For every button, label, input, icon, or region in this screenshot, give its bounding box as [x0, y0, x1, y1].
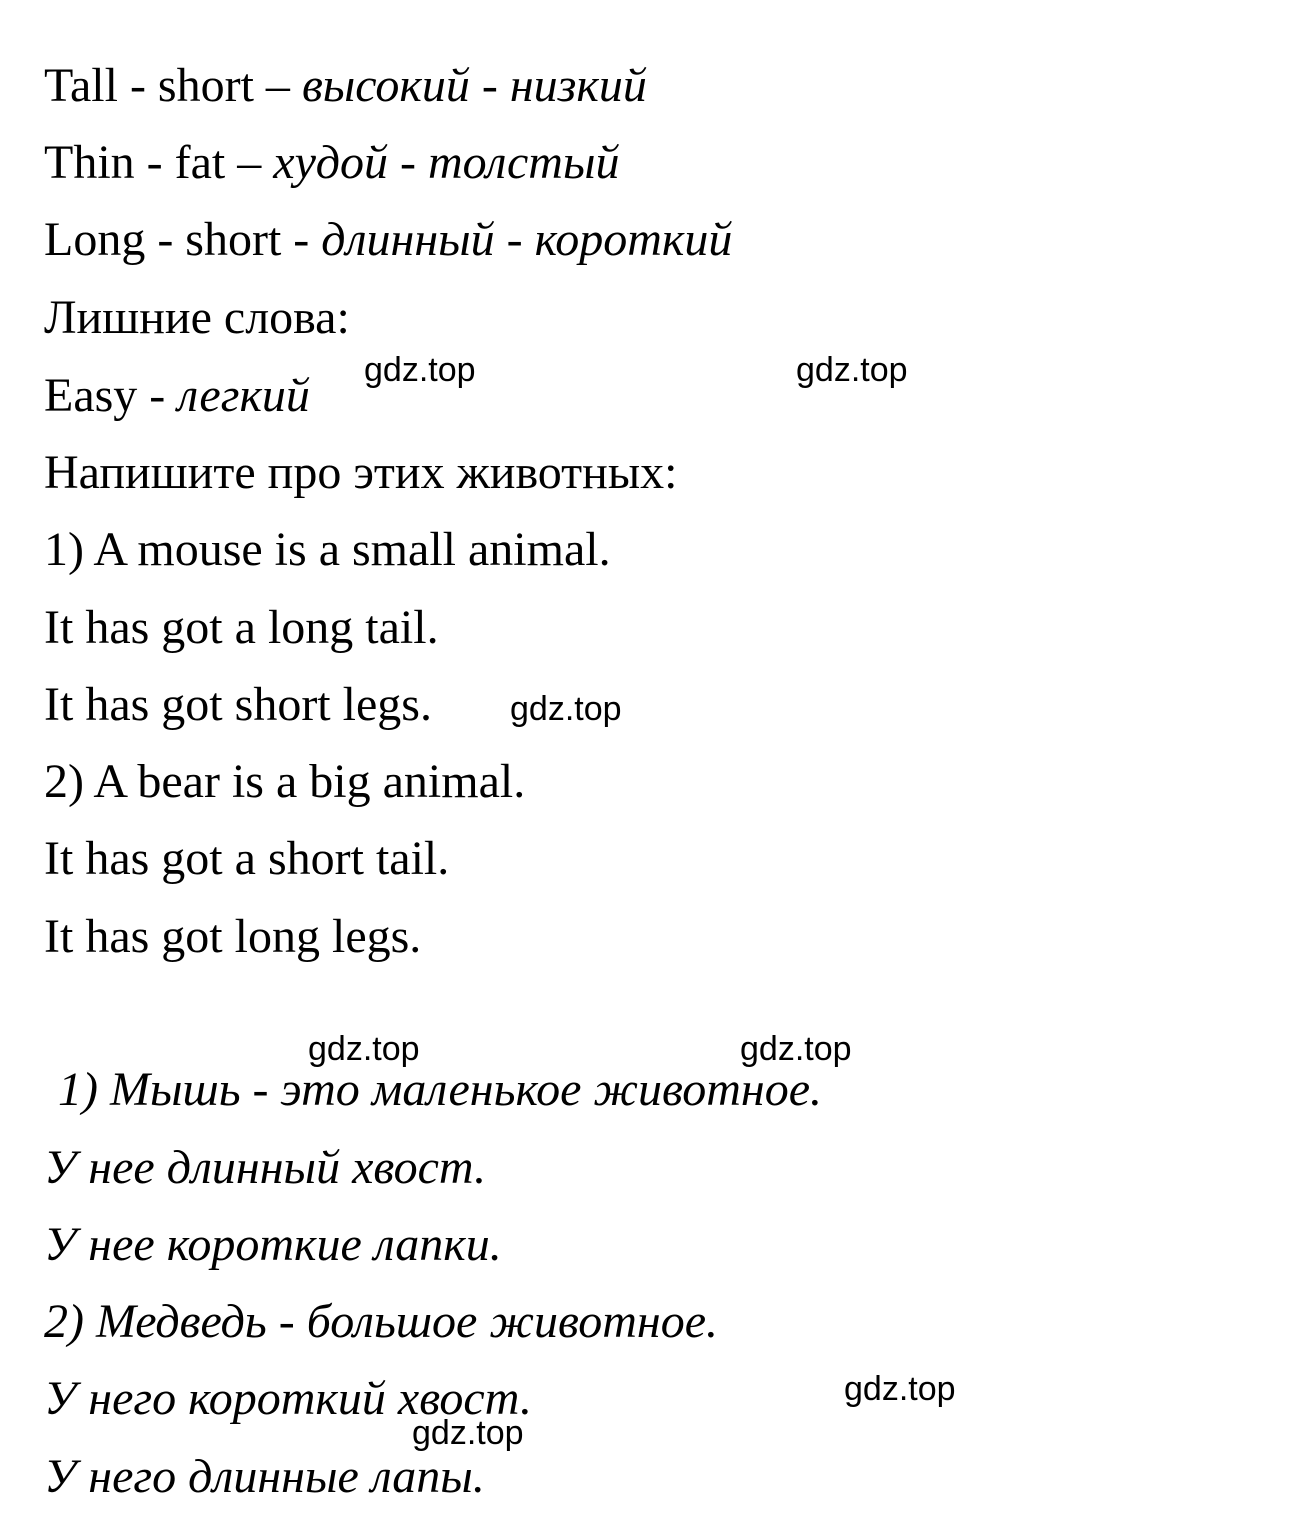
- russian-sentence: У нее длинный хвост.: [44, 1141, 487, 1194]
- russian-sentence: У нее короткие лапки.: [44, 1218, 502, 1271]
- vocab-russian: худой - толстый: [273, 136, 620, 189]
- vocab-russian: высокий - низкий: [301, 59, 647, 112]
- watermark: gdz.top: [796, 351, 908, 389]
- extra-word-russian: легкий: [177, 369, 310, 422]
- english-sentence: It has got a short tail.: [44, 832, 450, 885]
- russian-sentence: У него короткий хвост.: [44, 1372, 532, 1425]
- watermark: gdz.top: [844, 1370, 956, 1408]
- watermark: gdz.top: [364, 351, 476, 389]
- russian-sentence: 1) Мышь - это маленькое животное.: [58, 1063, 823, 1116]
- vocab-english: Long - short -: [44, 213, 322, 266]
- vocab-line-thin-fat: [44, 135, 619, 191]
- english-sentence: 1) A mouse is a small animal.: [44, 523, 611, 576]
- extra-word-line: [44, 368, 310, 424]
- russian-sentence: 2) Медведь - большое животное.: [44, 1295, 718, 1348]
- watermark: gdz.top: [510, 690, 622, 728]
- russian-sentence: У него длинные лапы.: [44, 1450, 485, 1503]
- english-sentence: It has got short legs.: [44, 678, 432, 731]
- english-sentence: It has got long legs.: [44, 910, 422, 963]
- watermark: gdz.top: [412, 1414, 524, 1452]
- vocab-english: Thin - fat –: [44, 136, 274, 189]
- vocab-russian: длинный - короткий: [321, 213, 733, 266]
- vocab-line-long-short: [44, 212, 732, 268]
- english-sentence: It has got a long tail.: [44, 601, 439, 654]
- vocab-line-tall-short: [44, 58, 647, 114]
- english-sentence: 2) A bear is a big animal.: [44, 755, 526, 808]
- extra-word-english: Easy -: [44, 369, 178, 422]
- vocab-english: Tall - short –: [44, 59, 302, 112]
- task-heading: Напишите про этих животных:: [44, 446, 678, 499]
- watermark: gdz.top: [740, 1030, 852, 1068]
- extra-words-heading: Лишние слова:: [44, 291, 350, 344]
- watermark: gdz.top: [308, 1030, 420, 1068]
